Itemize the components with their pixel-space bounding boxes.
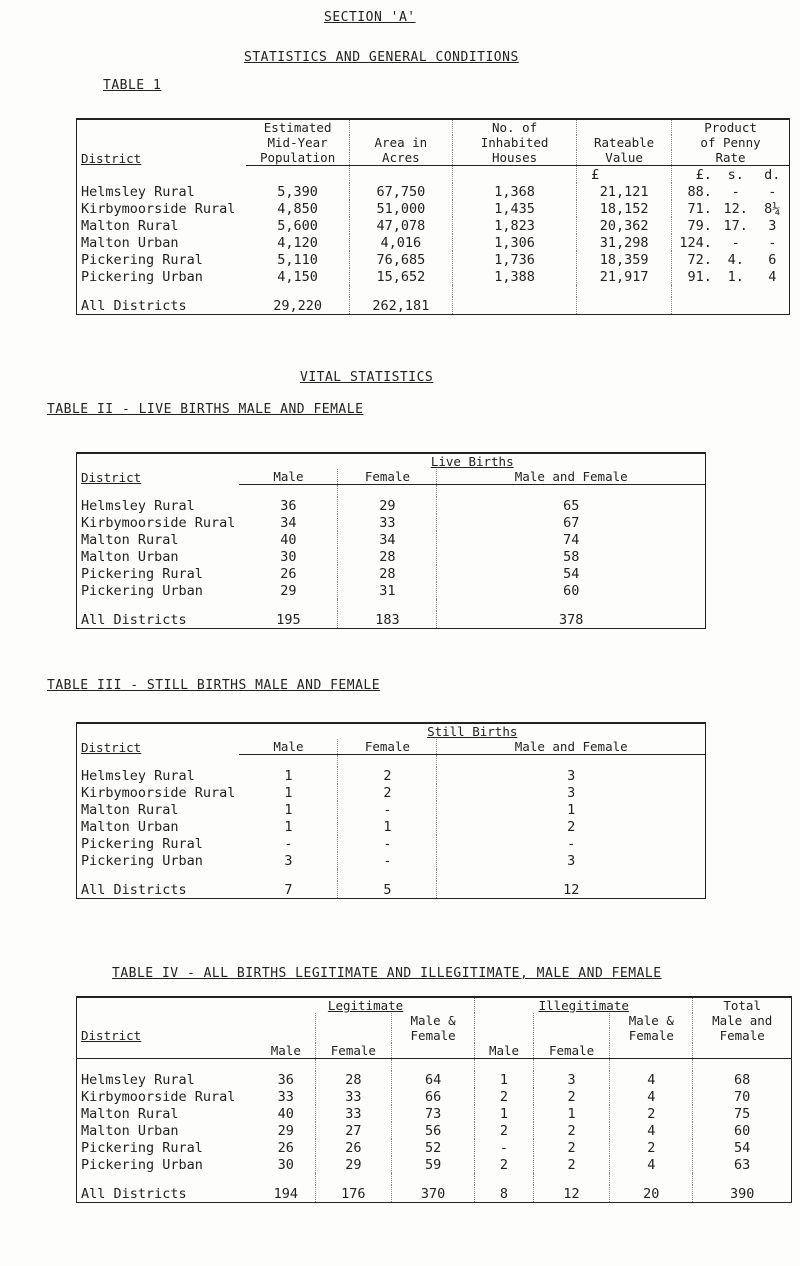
t3-cell-female: 2 (338, 767, 437, 784)
t2-cell-female: 34 (338, 531, 437, 548)
t2-cell-male: 26 (239, 565, 338, 582)
t1-cell-pence: - (756, 234, 790, 251)
t1-cell-district: Pickering Rural (77, 251, 247, 268)
t1-cell-shillings: 4. (727, 251, 744, 268)
t1-cell-district: Helmsley Rural (77, 183, 247, 200)
t4-group-legit: Legitimate (257, 997, 475, 1013)
t4-total-district: All Districts (77, 1185, 257, 1203)
t1-cell-population: 5,110 (246, 251, 349, 268)
table4-title: TABLE IV - ALL BIRTHS LEGITIMATE AND ILLEGITIMATE, MALE AND FEMALE (112, 966, 662, 981)
t4-cell-district: Pickering Urban (77, 1156, 257, 1173)
t2-cell-both: 54 (437, 565, 706, 582)
t1-cell-rateable: 18,152 (577, 200, 672, 217)
t3-header-male: Male (239, 739, 338, 755)
t1-cell-houses: 1,435 (453, 200, 577, 217)
t4-row (77, 1156, 792, 1173)
t1-cell-pounds: 79. (687, 217, 712, 234)
t1-currency-shillings: s. (727, 166, 744, 183)
table2 (76, 452, 706, 629)
t3-row (77, 767, 706, 784)
t1-header-area-2: Acres (349, 150, 452, 166)
t2-row (77, 514, 706, 531)
t1-header-houses-1: No. of (453, 119, 577, 135)
t2-row (77, 531, 706, 548)
t1-row (77, 183, 790, 200)
t3-total-row (77, 881, 706, 899)
t1-header-pop-3: Population (246, 150, 349, 166)
t1-row (77, 217, 790, 234)
t4-total-total: 390 (693, 1185, 792, 1203)
t1-cell-rateable: 31,298 (577, 234, 672, 251)
table4 (76, 996, 792, 1203)
t1-cell-pence: 6 (756, 251, 790, 268)
t3-cell-both: 2 (437, 818, 706, 835)
t1-currency-rateable: £ (577, 166, 672, 184)
t4-cell-im: 2 (475, 1088, 534, 1105)
t2-cell-both: 67 (437, 514, 706, 531)
t1-cell-area: 47,078 (349, 217, 452, 234)
t3-total-male: 7 (239, 881, 338, 899)
t1-header-area-1: Area in (349, 135, 452, 150)
t3-cell-district: Malton Rural (77, 801, 240, 818)
t1-cell-area: 4,016 (349, 234, 452, 251)
t3-cell-male: 1 (239, 784, 338, 801)
t4-cell-total: 75 (693, 1105, 792, 1122)
t3-row (77, 784, 706, 801)
t1-cell-district: Malton Rural (77, 217, 247, 234)
t3-cell-district: Malton Urban (77, 818, 240, 835)
t2-cell-female: 28 (338, 548, 437, 565)
t2-cell-male: 29 (239, 582, 338, 599)
t3-cell-district: Pickering Rural (77, 835, 240, 852)
t4-cell-lm: 33 (257, 1088, 315, 1105)
main-title: STATISTICS AND GENERAL CONDITIONS (244, 50, 519, 65)
t1-cell-population: 4,150 (246, 268, 349, 285)
t1-cell-shillings: - (731, 183, 740, 200)
table2-title: TABLE II - LIVE BIRTHS MALE AND FEMALE (47, 402, 364, 417)
t3-cell-male: - (239, 835, 338, 852)
vital-title: VITAL STATISTICS (300, 370, 434, 385)
table1-label: TABLE 1 (103, 78, 162, 93)
t1-currency-pence: d. (756, 166, 790, 184)
table3-title: TABLE III - STILL BIRTHS MALE AND FEMALE (47, 678, 381, 693)
t2-cell-both: 58 (437, 548, 706, 565)
t4-cell-im: 2 (475, 1122, 534, 1139)
table1 (76, 118, 790, 315)
t1-header-houses-3: Houses (453, 150, 577, 166)
t4-cell-if: 3 (533, 1071, 609, 1088)
t3-cell-male: 3 (239, 852, 338, 869)
t1-cell-pence: 3 (756, 217, 790, 234)
t4-cell-if: 2 (533, 1156, 609, 1173)
t1-cell-houses: 1,823 (453, 217, 577, 234)
t4-cell-lf: 27 (315, 1122, 391, 1139)
t3-cell-female: 2 (338, 784, 437, 801)
t4-cell-district: Malton Urban (77, 1122, 257, 1139)
t2-cell-male: 40 (239, 531, 338, 548)
t1-cell-area: 51,000 (349, 200, 452, 217)
t3-total-both: 12 (437, 881, 706, 899)
t2-cell-district: Malton Rural (77, 531, 240, 548)
t4-header-lmale: Male (257, 1043, 315, 1059)
t3-cell-both: 3 (437, 852, 706, 869)
t4-cell-lmf: 59 (392, 1156, 475, 1173)
t2-cell-district: Kirbymoorside Rural (77, 514, 240, 531)
t3-row (77, 818, 706, 835)
t3-cell-male: 1 (239, 818, 338, 835)
t4-cell-lm: 40 (257, 1105, 315, 1122)
t1-total-district: All Districts (77, 297, 247, 315)
t4-cell-if: 1 (533, 1105, 609, 1122)
t1-cell-area: 15,652 (349, 268, 452, 285)
t3-cell-district: Helmsley Rural (77, 767, 240, 784)
t3-cell-both: 3 (437, 767, 706, 784)
t2-cell-both: 65 (437, 497, 706, 514)
t2-cell-female: 29 (338, 497, 437, 514)
t3-cell-district: Pickering Urban (77, 852, 240, 869)
t4-header-total-2: Male and (693, 1013, 792, 1028)
t4-cell-imf: 4 (610, 1122, 693, 1139)
t1-cell-rateable: 21,121 (577, 183, 672, 200)
t1-cell-rateable: 21,917 (577, 268, 672, 285)
t4-cell-lf: 33 (315, 1088, 391, 1105)
t1-cell-pounds: 91. (687, 268, 712, 285)
t1-cell-district: Pickering Urban (77, 268, 247, 285)
t4-cell-lm: 36 (257, 1071, 315, 1088)
t4-row (77, 1139, 792, 1156)
t2-cell-female: 28 (338, 565, 437, 582)
t2-total-female: 183 (338, 611, 437, 629)
t4-cell-im: - (475, 1139, 534, 1156)
t1-total-row (77, 297, 790, 315)
t4-total-im: 8 (475, 1185, 534, 1203)
t4-cell-lm: 30 (257, 1156, 315, 1173)
t1-header-rateable-2: Value (577, 150, 672, 166)
t1-row (77, 200, 790, 217)
t1-currency-pounds: £. (695, 166, 712, 183)
t4-cell-imf: 2 (610, 1139, 693, 1156)
t1-cell-rateable: 18,359 (577, 251, 672, 268)
t3-cell-female: - (338, 801, 437, 818)
t4-cell-lm: 29 (257, 1122, 315, 1139)
t4-header-ifemale: Female (533, 1043, 609, 1059)
t2-total-row (77, 611, 706, 629)
t4-row (77, 1105, 792, 1122)
t4-row (77, 1071, 792, 1088)
t3-cell-male: 1 (239, 767, 338, 784)
t4-cell-total: 68 (693, 1071, 792, 1088)
t4-header-lmf-2: Female (392, 1028, 475, 1043)
t2-cell-female: 33 (338, 514, 437, 531)
t2-header-male: Male (239, 469, 338, 485)
t2-cell-district: Helmsley Rural (77, 497, 240, 514)
t1-cell-district: Kirbymoorside Rural (77, 200, 247, 217)
t3-total-district: All Districts (77, 881, 240, 899)
t4-cell-total: 60 (693, 1122, 792, 1139)
t3-row (77, 852, 706, 869)
t1-cell-area: 67,750 (349, 183, 452, 200)
t4-cell-district: Helmsley Rural (77, 1071, 257, 1088)
t3-row (77, 835, 706, 852)
t4-cell-district: Kirbymoorside Rural (77, 1088, 257, 1105)
t1-cell-population: 4,120 (246, 234, 349, 251)
t1-header-pop-1: Estimated (246, 119, 349, 135)
t4-header-imf-1: Male & (610, 1013, 693, 1028)
t4-total-if: 12 (533, 1185, 609, 1203)
t1-cell-shillings: 12. (723, 200, 748, 217)
t4-row (77, 1122, 792, 1139)
t4-header-district: District (81, 1028, 142, 1043)
t1-cell-shillings: 17. (723, 217, 748, 234)
t1-cell-population: 4,850 (246, 200, 349, 217)
t4-row (77, 1088, 792, 1105)
t4-cell-district: Malton Rural (77, 1105, 257, 1122)
t1-total-population: 29,220 (246, 297, 349, 315)
t1-cell-pence: 8¼ (756, 200, 790, 217)
t1-cell-pence: - (756, 183, 790, 200)
t1-row (77, 234, 790, 251)
t4-header-imale: Male (475, 1043, 534, 1059)
t2-row (77, 497, 706, 514)
t4-header-imf-2: Female (610, 1028, 693, 1043)
t4-cell-lf: 26 (315, 1139, 391, 1156)
t4-cell-if: 2 (533, 1139, 609, 1156)
t3-header-female: Female (338, 739, 437, 755)
t1-cell-shillings: 1. (727, 268, 744, 285)
t2-cell-male: 36 (239, 497, 338, 514)
t4-cell-im: 1 (475, 1105, 534, 1122)
t4-cell-if: 2 (533, 1088, 609, 1105)
t4-cell-lmf: 52 (392, 1139, 475, 1156)
section-title: SECTION 'A' (324, 10, 416, 25)
t4-cell-imf: 4 (610, 1156, 693, 1173)
t1-header-rateable-1: Rateable (577, 135, 672, 150)
t4-cell-im: 2 (475, 1156, 534, 1173)
t4-group-illegit: Illegitimate (475, 997, 693, 1013)
t4-total-lm: 194 (257, 1185, 315, 1203)
t1-cell-houses: 1,388 (453, 268, 577, 285)
t2-cell-district: Pickering Urban (77, 582, 240, 599)
t2-header-female: Female (338, 469, 437, 485)
t4-total-imf: 20 (610, 1185, 693, 1203)
t2-total-district: All Districts (77, 611, 240, 629)
t1-header-penny-1: Product (672, 119, 790, 135)
t1-cell-population: 5,390 (246, 183, 349, 200)
t2-header-both: Male and Female (437, 469, 706, 485)
t2-cell-district: Malton Urban (77, 548, 240, 565)
t4-cell-lf: 33 (315, 1105, 391, 1122)
t4-total-lf: 176 (315, 1185, 391, 1203)
t1-header-district: District (81, 150, 142, 166)
t4-header-lfemale: Female (315, 1043, 391, 1059)
t2-group-header: Live Births (239, 453, 705, 469)
t2-row (77, 582, 706, 599)
t4-cell-imf: 2 (610, 1105, 693, 1122)
t4-cell-im: 1 (475, 1071, 534, 1088)
t4-header-total-1: Total (693, 997, 792, 1013)
t2-cell-both: 74 (437, 531, 706, 548)
t1-cell-pounds: 88. (687, 183, 712, 200)
t2-header-district: District (81, 469, 142, 485)
t1-cell-shillings: - (731, 234, 740, 251)
t4-cell-lm: 26 (257, 1139, 315, 1156)
t3-total-female: 5 (338, 881, 437, 899)
t4-total-row (77, 1185, 792, 1203)
t3-group-header: Still Births (239, 723, 705, 739)
t4-cell-lmf: 56 (392, 1122, 475, 1139)
t3-header-both: Male and Female (437, 739, 706, 755)
t4-header-total-3: Female (693, 1028, 792, 1043)
t4-cell-total: 70 (693, 1088, 792, 1105)
t3-cell-female: 1 (338, 818, 437, 835)
t4-cell-imf: 4 (610, 1088, 693, 1105)
t1-cell-district: Malton Urban (77, 234, 247, 251)
t1-cell-houses: 1,736 (453, 251, 577, 268)
t4-cell-lmf: 66 (392, 1088, 475, 1105)
t4-cell-lf: 28 (315, 1071, 391, 1088)
t2-cell-male: 30 (239, 548, 338, 565)
t3-cell-both: - (437, 835, 706, 852)
t2-total-male: 195 (239, 611, 338, 629)
t3-cell-male: 1 (239, 801, 338, 818)
t1-total-area: 262,181 (349, 297, 452, 315)
t3-cell-female: - (338, 852, 437, 869)
t3-cell-female: - (338, 835, 437, 852)
t2-cell-district: Pickering Rural (77, 565, 240, 582)
t2-cell-both: 60 (437, 582, 706, 599)
t4-header-lmf-1: Male & (392, 1013, 475, 1028)
t1-cell-rateable: 20,362 (577, 217, 672, 234)
t1-header-houses-2: Inhabited (453, 135, 577, 150)
t3-cell-both: 1 (437, 801, 706, 818)
t1-cell-houses: 1,306 (453, 234, 577, 251)
t3-cell-district: Kirbymoorside Rural (77, 784, 240, 801)
t4-total-lmf: 370 (392, 1185, 475, 1203)
t1-cell-population: 5,600 (246, 217, 349, 234)
t1-header-pop-2: Mid-Year (246, 135, 349, 150)
t4-cell-if: 2 (533, 1122, 609, 1139)
t1-cell-houses: 1,368 (453, 183, 577, 200)
t2-row (77, 548, 706, 565)
t2-row (77, 565, 706, 582)
t2-total-both: 378 (437, 611, 706, 629)
t4-cell-lf: 29 (315, 1156, 391, 1173)
t1-cell-pounds: 124. (679, 234, 712, 251)
t3-cell-both: 3 (437, 784, 706, 801)
t1-cell-pence: 4 (756, 268, 790, 285)
t3-row (77, 801, 706, 818)
t4-cell-district: Pickering Rural (77, 1139, 257, 1156)
t4-cell-lmf: 73 (392, 1105, 475, 1122)
t2-cell-male: 34 (239, 514, 338, 531)
t1-header-penny-3: Rate (672, 150, 790, 166)
t4-cell-total: 54 (693, 1139, 792, 1156)
t2-cell-female: 31 (338, 582, 437, 599)
table3 (76, 722, 706, 899)
t4-cell-lmf: 64 (392, 1071, 475, 1088)
t1-row (77, 268, 790, 285)
t4-cell-total: 63 (693, 1156, 792, 1173)
t1-header-penny-2: of Penny (672, 135, 790, 150)
t1-cell-pounds: 72. (687, 251, 712, 268)
t1-cell-pounds: 71. (687, 200, 712, 217)
t4-cell-imf: 4 (610, 1071, 693, 1088)
t1-cell-area: 76,685 (349, 251, 452, 268)
t3-header-district: District (81, 739, 142, 755)
t1-row (77, 251, 790, 268)
